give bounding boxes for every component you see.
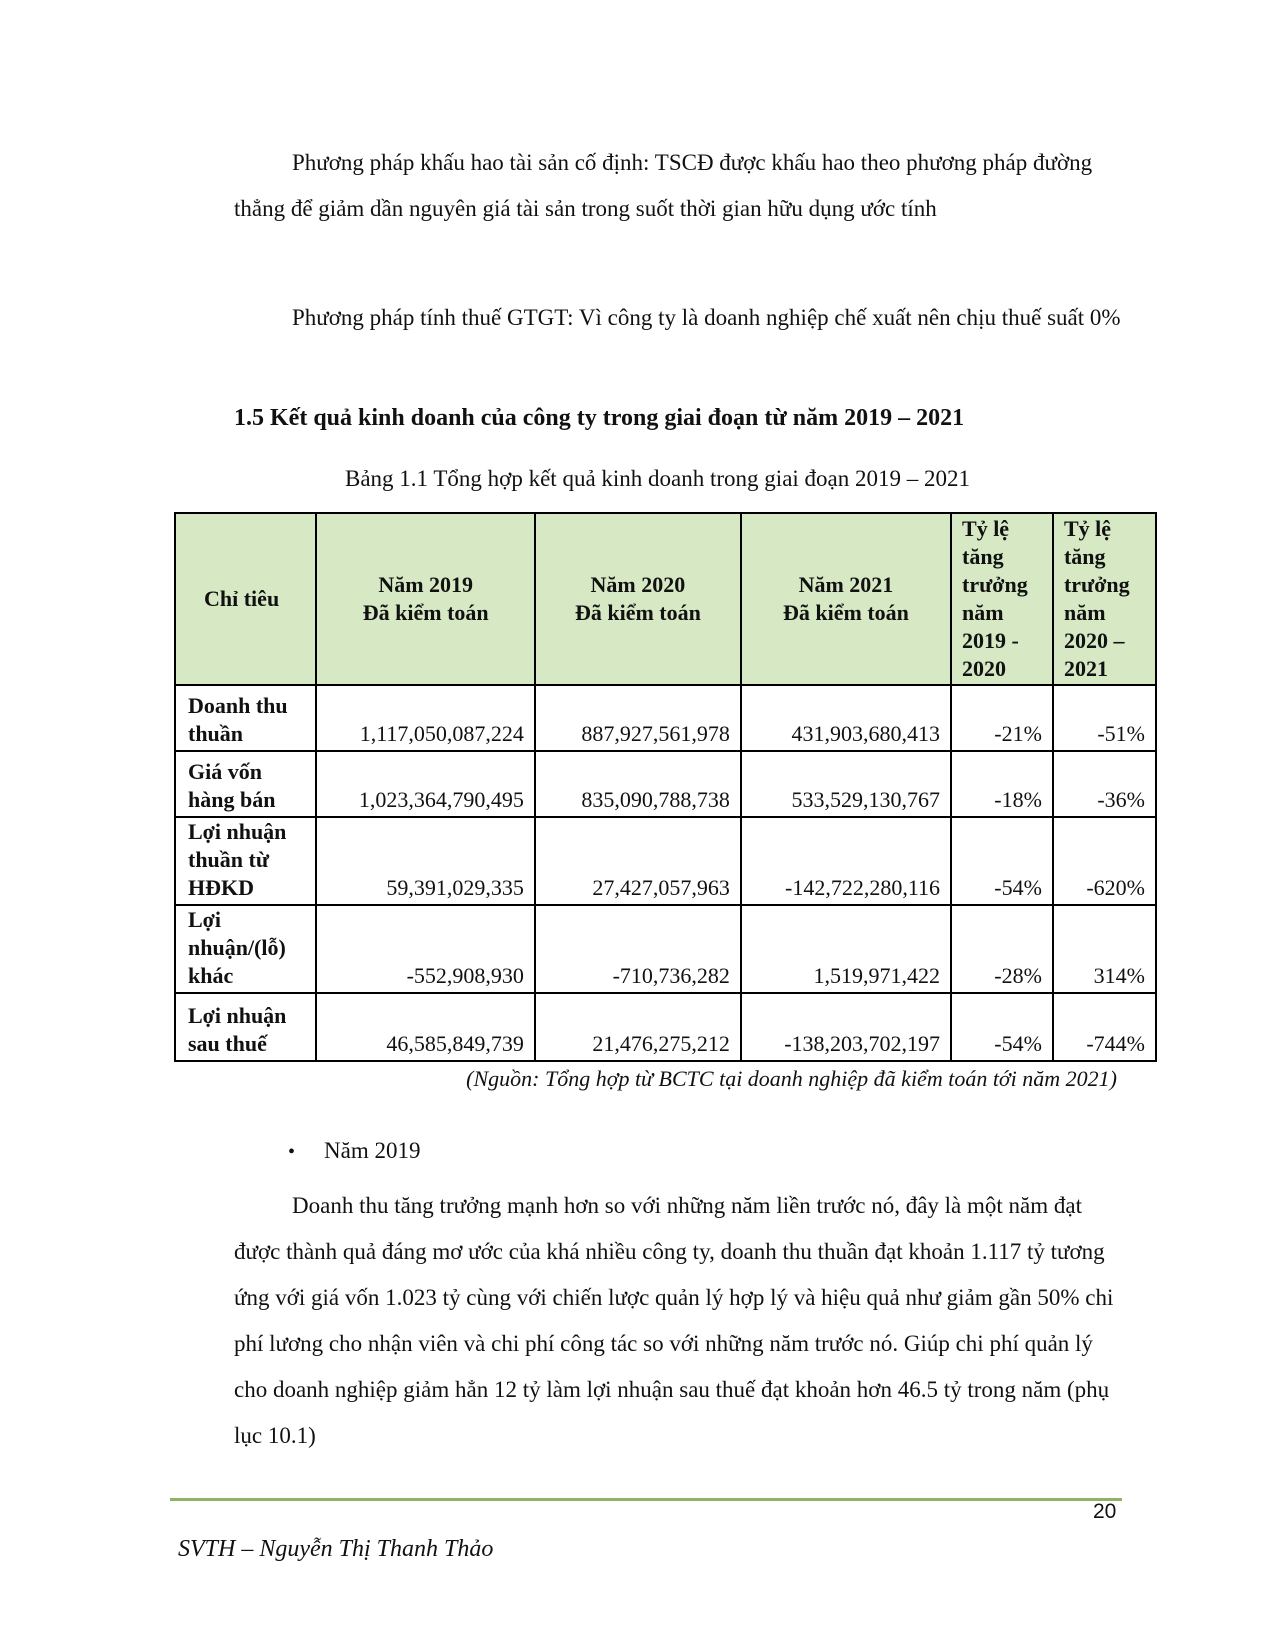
growth-2020-2021: -36% <box>1053 751 1156 817</box>
value-2020: -710,736,282 <box>535 905 741 993</box>
footer-divider <box>170 1498 1122 1501</box>
value-2021: 1,519,971,422 <box>741 905 951 993</box>
value-2021: 533,529,130,767 <box>741 751 951 817</box>
value-2020: 887,927,561,978 <box>535 685 741 751</box>
row-label: Doanh thu thuần <box>175 685 316 751</box>
table-row <box>175 817 1156 905</box>
depreciation-text: Phương pháp khấu hao tài sản cố định: TSCĐ được khấu hao theo phương pháp đường thẳng để giảm dần nguyên giá tài sản trong suốt thời gian hữu dụng ước tính <box>234 150 1093 221</box>
table-caption: Bảng 1.1 Tổng hợp kết quả kinh doanh trong giai đoạn 2019 – 2021 <box>345 466 970 491</box>
table-header-row <box>175 513 1156 685</box>
growth-2020-2021: 314% <box>1053 905 1156 993</box>
section-heading: 1.5 Kết quả kinh doanh của công ty trong giai đoạn từ năm 2019 – 2021 <box>234 405 965 431</box>
value-2020: 835,090,788,738 <box>535 751 741 817</box>
growth-2019-2020: -28% <box>951 905 1053 993</box>
source-note: (Nguồn: Tổng hợp từ BCTC tại doanh nghiệp đã kiểm toán tới năm 2021) <box>466 1066 1117 1091</box>
row-label: Lợi nhuận/(lỗ) khác <box>175 905 316 993</box>
business-results-table <box>174 512 1157 1062</box>
value-2021: -138,203,702,197 <box>741 993 951 1061</box>
growth-2019-2020: -54% <box>951 817 1053 905</box>
value-2021: 431,903,680,413 <box>741 685 951 751</box>
row-label: Lợi nhuận thuần từ HĐKD <box>175 817 316 905</box>
page-number: 20 <box>1093 1500 1117 1523</box>
header-indicator: Chỉ tiêu <box>175 513 316 685</box>
table-row <box>175 993 1156 1061</box>
growth-2019-2020: -21% <box>951 685 1053 751</box>
year-2019-text: Doanh thu tăng trưởng mạnh hơn so với những năm liền trước nó, đây là một năm đạt được thành quả đáng mơ ước của khá nhiều công ty, doanh thu thuần đạt khoản 1.117 tỷ tương ứng với giá vốn 1.023 tỷ cùng với chiến lược quản lý hợp lý và hiệu quả như giảm gần 50% chi phí lương cho nhận viên và chi phí công tác so với những năm trước nó. Giúp chi phí quản lý cho doanh nghiệp giảm hẳn 12 tỷ làm lợi nhuận sau thuế đạt khoản hơn 46.5 tỷ trong năm (phụ lục 10.1) <box>234 1193 1114 1448</box>
header-growth-2019-2020: Tỷ lệ tăng trưởng năm 2019 - 2020 <box>951 513 1053 685</box>
growth-2020-2021: -51% <box>1053 685 1156 751</box>
vat-text: Phương pháp tính thuế GTGT: Vì công ty là doanh nghiệp chế xuất nên chịu thuế suất 0% <box>292 305 1121 330</box>
value-2020: 27,427,057,963 <box>535 817 741 905</box>
vat-paragraph <box>234 295 1124 341</box>
header-2021: Năm 2021 Đã kiểm toán <box>741 513 951 685</box>
value-2019: 1,023,364,790,495 <box>316 751 534 817</box>
header-growth-2020-2021: Tỷ lệ tăng trưởng năm 2020 – 2021 <box>1053 513 1156 685</box>
depreciation-paragraph <box>234 140 1124 232</box>
year-2019-paragraph <box>234 1183 1124 1459</box>
value-2019: -552,908,930 <box>316 905 534 993</box>
header-2020: Năm 2020 Đã kiểm toán <box>535 513 741 685</box>
bullet-dot-icon: • <box>288 1141 296 1163</box>
header-2019: Năm 2019 Đã kiểm toán <box>316 513 534 685</box>
bullet-item <box>288 1131 420 1172</box>
row-label: Giá vốn hàng bán <box>175 751 316 817</box>
value-2019: 59,391,029,335 <box>316 817 534 905</box>
value-2020: 21,476,275,212 <box>535 993 741 1061</box>
footer-author: SVTH – Nguyễn Thị Thanh Thảo <box>178 1536 494 1562</box>
table-row <box>175 751 1156 817</box>
value-2021: -142,722,280,116 <box>741 817 951 905</box>
bullet-text: Năm 2019 <box>324 1138 421 1163</box>
row-label: Lợi nhuận sau thuế <box>175 993 316 1061</box>
table-row <box>175 905 1156 993</box>
growth-2020-2021: -620% <box>1053 817 1156 905</box>
growth-2020-2021: -744% <box>1053 993 1156 1061</box>
value-2019: 46,585,849,739 <box>316 993 534 1061</box>
value-2019: 1,117,050,087,224 <box>316 685 534 751</box>
growth-2019-2020: -54% <box>951 993 1053 1061</box>
growth-2019-2020: -18% <box>951 751 1053 817</box>
table-row <box>175 685 1156 751</box>
